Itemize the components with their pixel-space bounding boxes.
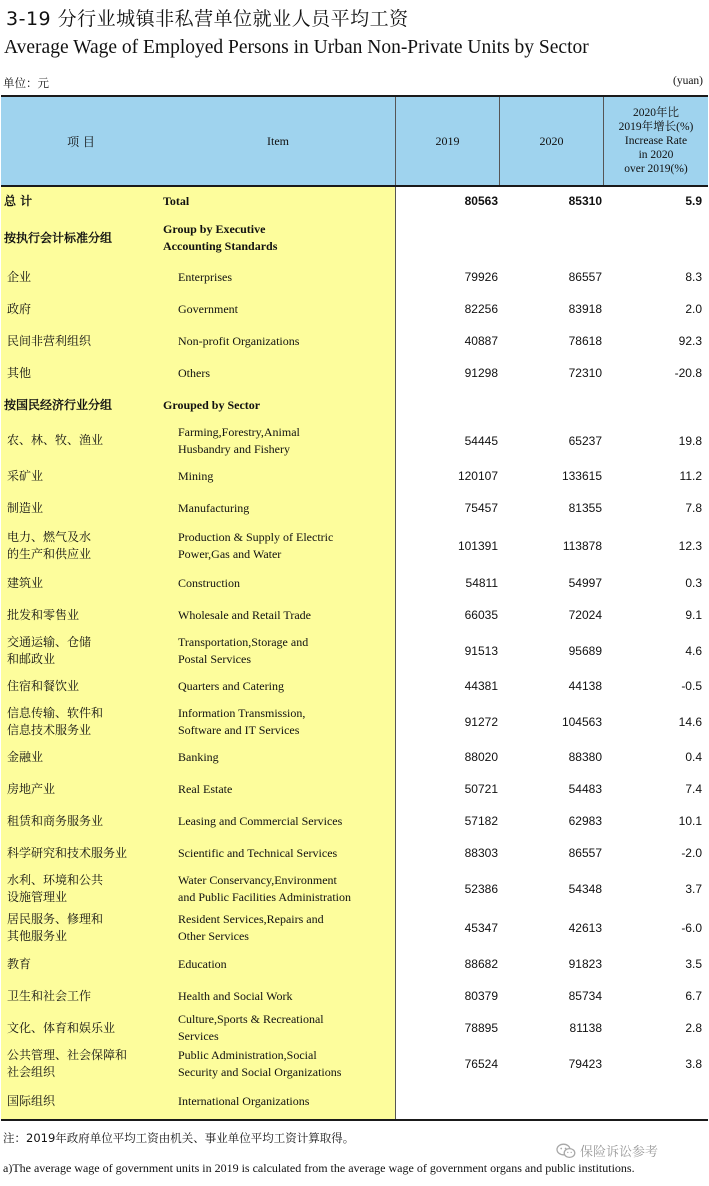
header-2020: 2020 xyxy=(539,133,564,148)
row-item-en: Group by Executive Accounting Standards xyxy=(163,222,278,253)
row-value-2020: 91823 xyxy=(568,957,602,971)
row-value-2020: 81138 xyxy=(569,1021,602,1035)
row-item-cn: 租赁和商务服务业 xyxy=(7,813,104,828)
row-value-2019: 40887 xyxy=(464,334,498,348)
row-value-2019: 91513 xyxy=(464,643,498,658)
table-row xyxy=(1,631,708,670)
row-value-2019: 88020 xyxy=(464,750,498,764)
table-row xyxy=(1,187,708,215)
row-value-2020: 113878 xyxy=(562,538,602,553)
row-item-en: Enterprises xyxy=(178,269,232,284)
watermark xyxy=(556,1141,658,1160)
row-item-cn: 按执行会计标准分组 xyxy=(4,230,113,245)
row-item-en: Leasing and Commercial Services xyxy=(178,813,343,828)
table-row xyxy=(1,492,708,524)
row-item-cn: 其他 xyxy=(7,365,32,380)
row-item-cn: 电力、燃气及水 的生产和供应业 xyxy=(7,529,92,561)
row-item-en: Resident Services,Repairs and Other Services xyxy=(178,912,324,943)
row-item-en: Water Conservancy,Environment and Public Facilities Administration xyxy=(178,872,351,904)
row-item-en: Grouped by Sector xyxy=(163,397,261,412)
row-item-cn: 民间非营利组织 xyxy=(7,333,92,348)
header-increase-rate: 2020年比 2019年增长(%) Increase Rate in 2020 over 2019(%) xyxy=(618,107,694,175)
row-value-2019: 82256 xyxy=(464,302,498,316)
row-item-en: Scientific and Technical Services xyxy=(178,845,338,860)
row-item-cn: 总 计 xyxy=(4,193,33,208)
table-row xyxy=(1,741,708,773)
row-item-cn: 采矿业 xyxy=(7,468,44,483)
row-value-2020: 83918 xyxy=(568,302,602,316)
row-value-2020: 95689 xyxy=(568,643,602,658)
row-value-2020 xyxy=(499,389,602,421)
row-value-2019: 54445 xyxy=(464,433,498,448)
row-item-cn: 教育 xyxy=(7,956,32,971)
row-value-2019: 76524 xyxy=(464,1056,498,1071)
row-value-2019: 101391 xyxy=(457,538,498,553)
table-row xyxy=(1,837,708,869)
row-item-cn: 建筑业 xyxy=(7,575,44,590)
row-value-2020: 81355 xyxy=(568,501,602,515)
wage-table xyxy=(1,95,708,1121)
row-value-2019: 57182 xyxy=(464,814,498,828)
row-increase-rate: -6.0 xyxy=(681,921,702,935)
row-value-2019: 88303 xyxy=(464,846,498,860)
table-row xyxy=(1,389,708,421)
row-item-cn: 国际组织 xyxy=(7,1093,56,1108)
table-row xyxy=(1,567,708,599)
header-item-cn: 项 目 xyxy=(67,134,95,149)
row-item-en: Government xyxy=(178,301,238,316)
row-increase-rate: 7.8 xyxy=(685,501,702,515)
table-row xyxy=(1,980,708,1012)
row-item-en: Manufacturing xyxy=(178,500,250,515)
row-item-en: Non-profit Organizations xyxy=(178,333,300,348)
row-item-en: Mining xyxy=(178,468,214,483)
table-row xyxy=(1,1083,708,1119)
header-item-en: Item xyxy=(267,133,289,148)
table-row xyxy=(1,261,708,293)
row-item-cn: 文化、体育和娱乐业 xyxy=(7,1020,116,1035)
row-value-2020: 54483 xyxy=(568,782,602,796)
row-value-2020: 85310 xyxy=(568,194,602,208)
row-increase-rate xyxy=(603,215,702,261)
table-row xyxy=(1,805,708,837)
row-increase-rate: 12.3 xyxy=(678,538,702,553)
row-item-cn: 按国民经济行业分组 xyxy=(4,397,113,412)
table-row xyxy=(1,670,708,702)
row-item-cn: 农、林、牧、渔业 xyxy=(7,433,104,447)
row-increase-rate: 19.8 xyxy=(678,433,702,448)
row-value-2020: 62983 xyxy=(568,814,602,828)
row-increase-rate: 2.0 xyxy=(685,302,702,316)
row-increase-rate: -2.0 xyxy=(681,846,702,860)
row-item-cn: 金融业 xyxy=(7,749,44,764)
row-increase-rate: 9.1 xyxy=(685,608,702,622)
row-value-2020: 88380 xyxy=(568,750,602,764)
row-item-cn: 卫生和社会工作 xyxy=(7,988,92,1003)
row-item-cn: 公共管理、社会保障和 社会组织 xyxy=(7,1047,128,1079)
row-item-cn: 企业 xyxy=(7,269,32,284)
table-row xyxy=(1,460,708,492)
row-item-cn: 住宿和餐饮业 xyxy=(7,678,80,693)
row-increase-rate: 10.1 xyxy=(678,814,702,828)
row-item-en: Culture,Sports & Recreational Services xyxy=(178,1012,324,1043)
row-increase-rate: -20.8 xyxy=(674,366,702,380)
row-value-2020: 54997 xyxy=(568,576,602,590)
row-value-2019 xyxy=(397,389,498,421)
row-item-en: Information Transmission, Software and IT Services xyxy=(178,705,306,737)
row-item-cn: 制造业 xyxy=(7,500,44,515)
row-value-2020: 104563 xyxy=(561,714,602,729)
table-row xyxy=(1,908,708,948)
row-value-2020: 72310 xyxy=(568,366,602,380)
row-item-cn: 交通运输、仓储 和邮政业 xyxy=(7,634,92,666)
row-value-2020: 44138 xyxy=(568,679,602,693)
row-value-2020: 86557 xyxy=(568,270,602,284)
footnote-en: a)The average wage of government units in 2019 is calculated from the average wage of government organs and public institutions. xyxy=(3,1161,635,1175)
row-increase-rate: 14.6 xyxy=(678,714,702,729)
table-row xyxy=(1,293,708,325)
row-value-2019: 80563 xyxy=(464,194,498,208)
row-item-en: International Organizations xyxy=(178,1093,310,1108)
row-increase-rate: 6.7 xyxy=(685,989,702,1003)
header-2019: 2019 xyxy=(435,133,460,148)
row-increase-rate: 3.5 xyxy=(685,957,702,971)
row-item-cn: 水利、环境和公共 设施管理业 xyxy=(7,872,104,904)
row-increase-rate: 7.4 xyxy=(685,782,702,796)
row-value-2019: 78895 xyxy=(464,1021,498,1035)
footnote-cn: 注：2019年政府单位平均工资由机关、事业单位平均工资计算取得。 xyxy=(3,1131,355,1145)
row-value-2019: 120107 xyxy=(457,469,498,483)
row-value-2019: 54811 xyxy=(465,576,498,590)
row-item-cn: 政府 xyxy=(7,301,32,316)
table-row xyxy=(1,702,708,741)
row-item-en: Health and Social Work xyxy=(178,988,293,1003)
row-increase-rate: 3.8 xyxy=(685,1056,702,1071)
row-item-en: Quarters and Catering xyxy=(178,678,284,693)
row-value-2019: 91272 xyxy=(464,714,498,729)
row-value-2020 xyxy=(499,1083,602,1119)
table-header xyxy=(1,97,708,187)
table-row xyxy=(1,1044,708,1083)
table-row xyxy=(1,215,708,261)
row-increase-rate: 11.2 xyxy=(679,469,702,483)
unit-label-en: (yuan) xyxy=(672,75,703,87)
row-item-en: Wholesale and Retail Trade xyxy=(178,607,311,622)
row-value-2019: 79926 xyxy=(464,270,498,284)
row-increase-rate: 4.6 xyxy=(685,643,702,658)
row-value-2019: 45347 xyxy=(464,921,498,935)
row-item-en: Construction xyxy=(178,575,240,590)
row-value-2020: 42613 xyxy=(568,921,602,935)
row-value-2020: 86557 xyxy=(568,846,602,860)
row-value-2019 xyxy=(397,215,498,261)
table-row xyxy=(1,1012,708,1044)
table-row xyxy=(1,948,708,980)
row-value-2019: 52386 xyxy=(464,881,498,896)
row-item-cn: 居民服务、修理和 其他服务业 xyxy=(7,912,104,943)
row-value-2020: 65237 xyxy=(568,433,602,448)
row-item-en: Education xyxy=(178,956,227,971)
row-increase-rate: 3.7 xyxy=(685,881,702,896)
row-item-en: Total xyxy=(163,193,190,208)
row-increase-rate xyxy=(603,1083,702,1119)
row-value-2019: 80379 xyxy=(464,989,498,1003)
table-row xyxy=(1,773,708,805)
row-increase-rate: 92.3 xyxy=(678,334,702,348)
row-item-en: Banking xyxy=(178,749,219,764)
table-bottom-rule xyxy=(1,1119,708,1121)
row-increase-rate: -0.5 xyxy=(681,679,702,693)
table-row xyxy=(1,325,708,357)
table-row xyxy=(1,524,708,567)
row-increase-rate: 5.9 xyxy=(685,194,702,208)
row-item-cn: 科学研究和技术服务业 xyxy=(7,845,128,860)
table-row xyxy=(1,421,708,460)
row-value-2019: 88682 xyxy=(464,957,498,971)
row-value-2019: 66035 xyxy=(464,608,498,622)
row-item-cn: 批发和零售业 xyxy=(7,607,80,622)
row-item-cn: 房地产业 xyxy=(7,781,56,796)
row-increase-rate: 0.3 xyxy=(685,576,702,590)
row-item-en: Others xyxy=(178,365,210,380)
row-increase-rate xyxy=(603,389,702,421)
row-item-en: Farming,Forestry,Animal Husbandry and Fishery xyxy=(178,424,300,456)
table-row xyxy=(1,599,708,631)
row-value-2020 xyxy=(499,215,602,261)
row-item-en: Public Administration,Social Security and Social Organizations xyxy=(178,1047,342,1079)
row-increase-rate: 8.3 xyxy=(685,270,702,284)
row-value-2020: 79423 xyxy=(568,1056,602,1071)
page-title-cn: 3-19 分行业城镇非私营单位就业人员平均工资 xyxy=(6,8,409,30)
row-value-2020: 85734 xyxy=(568,989,602,1003)
table-row xyxy=(1,869,708,908)
row-value-2019: 50721 xyxy=(464,782,498,796)
watermark-text: 保险诉讼参考 xyxy=(580,1145,659,1160)
row-increase-rate: 2.8 xyxy=(685,1021,702,1035)
row-item-en: Transportation,Storage and Postal Services xyxy=(178,634,309,666)
row-value-2020: 72024 xyxy=(568,608,602,622)
row-value-2019: 91298 xyxy=(464,366,498,380)
row-value-2019: 44381 xyxy=(464,679,498,693)
row-value-2020: 133615 xyxy=(561,469,602,483)
row-value-2019 xyxy=(397,1083,498,1119)
table-row xyxy=(1,357,708,389)
page-title-en: Average Wage of Employed Persons in Urban Non-Private Units by Sector xyxy=(4,37,589,58)
row-increase-rate: 0.4 xyxy=(685,750,702,764)
row-value-2020: 78618 xyxy=(568,334,602,348)
row-value-2020: 54348 xyxy=(568,881,602,896)
row-item-en: Real Estate xyxy=(178,781,233,796)
row-value-2019: 75457 xyxy=(464,501,498,515)
row-item-en: Production & Supply of Electric Power,Gas and Water xyxy=(178,529,334,561)
unit-label-cn: 单位：元 xyxy=(3,76,49,90)
wechat-icon xyxy=(556,1143,576,1159)
row-item-cn: 信息传输、软件和 信息技术服务业 xyxy=(7,705,104,737)
